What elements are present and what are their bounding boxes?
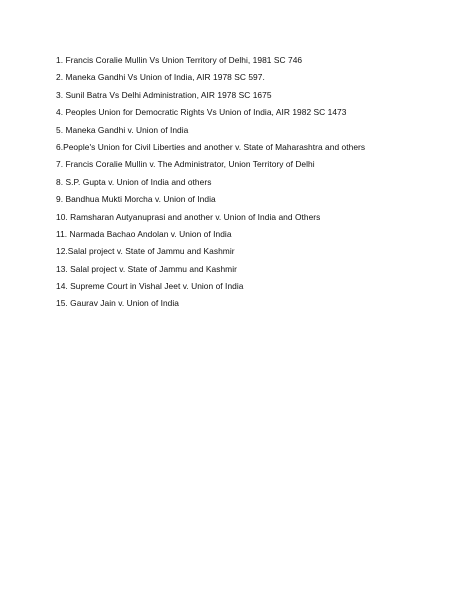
list-item: 1. Francis Coralie Mullin Vs Union Territory of Delhi, 1981 SC 746 bbox=[56, 55, 303, 65]
list-item: 6.People's Union for Civil Liberties and another v. State of Maharashtra and others bbox=[56, 141, 366, 152]
list-item: 5. Maneka Gandhi v. Union of India bbox=[56, 124, 189, 135]
case-list bbox=[56, 55, 456, 316]
list-item: 14. Supreme Court in Vishal Jeet v. Union of India bbox=[56, 281, 244, 292]
list-item: 9. Bandhua Mukti Morcha v. Union of India bbox=[56, 194, 216, 205]
list-item: 7. Francis Coralie Mullin v. The Administrator, Union Territory of Delhi bbox=[56, 159, 315, 170]
list-item: 11. Narmada Bachao Andolan v. Union of India bbox=[56, 228, 232, 239]
list-item: 10. Ramsharan Autyanuprasi and another v. Union of India and Others bbox=[56, 211, 321, 222]
list-item: 2. Maneka Gandhi Vs Union of India, AIR 1978 SC 597. bbox=[56, 72, 265, 83]
list-item: 13. Salal project v. State of Jammu and Kashmir bbox=[56, 263, 237, 274]
list-item: 8. S.P. Gupta v. Union of India and others bbox=[56, 176, 212, 187]
list-item: 15. Gaurav Jain v. Union of India bbox=[56, 298, 180, 309]
list-item: 12.Salal project v. State of Jammu and Kashmir bbox=[56, 246, 235, 257]
list-item: 3. Sunil Batra Vs Delhi Administration, AIR 1978 SC 1675 bbox=[56, 89, 272, 100]
list-item: 4. Peoples Union for Democratic Rights Vs Union of India, AIR 1982 SC 1473 bbox=[56, 107, 347, 118]
